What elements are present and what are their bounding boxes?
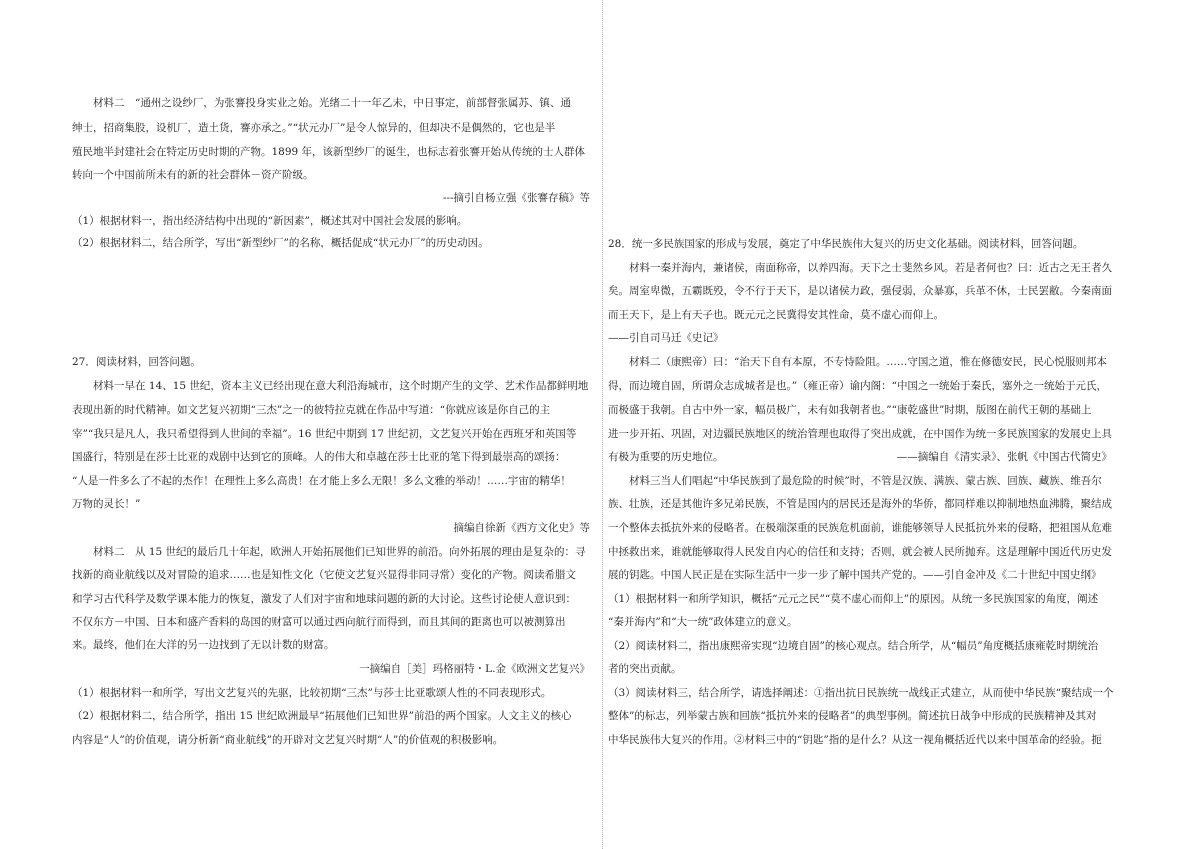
text-line: 展的钥匙。中国人民正是在实际生活中一步一步了解中国共产党的。——引自金冲及《二十世纪中国史纲》 <box>608 569 1102 581</box>
source-citation: 一摘编自［美］玛格丽特・L.金《欧洲文艺复兴》 <box>359 663 590 675</box>
question-line: 整体”的标志，列举蒙古族和回族“抵抗外来的侵略者”的典型事例。简述抗日战争中形成的民族精神及其对 <box>608 710 1097 722</box>
text-line: 中拯救出来，谁就能够取得人民发自内心的信任和支持；否则，就会被人民所抛弃。这是理解中国近代历史发 <box>608 546 1112 558</box>
question-line: （3）阅读材料三，结合所学，请选择阐述：①指出抗日民族统一战线正式建立，从而使中华民族“聚结成一个 <box>608 687 1114 699</box>
text-line: 进一步开拓、巩固，对边疆民族地区的统治管理也取得了突出成就，在中国作为统一多民族国家的发展史上具 <box>608 428 1112 440</box>
text-line: 材料三当人们唱起“中华民族到了最危险的时候”时，不管是汉族、满族、蒙古族、回族、藏族、维吾尔 <box>608 475 1102 487</box>
source-citation: 摘编自徐新《西方文化史》等 <box>453 522 590 534</box>
source-citation: ——引自司马迁《史记》 <box>608 332 724 344</box>
question-line: （1）根据材料一和所学知识，概括“元元之民”“莫不虚心而仰上”的原因。从统一多民族国家的角度，阐述 <box>608 593 1099 605</box>
text-line: 表现出新的时代精神。如文艺复兴初期“三杰”之一的彼特拉克就在作品中写道：“你就应该是你自己的主 <box>72 404 551 416</box>
question-line: （1）根据材料一和所学，写出文艺复兴的先驱，比较初期“三杰”与莎士比亚歌颂人性的不同表现形式。 <box>72 687 552 699</box>
question-heading: 28．统一多民族国家的形成与发展，奠定了中华民族伟大复兴的历史文化基础。阅读材料，回答问题。 <box>608 238 1084 250</box>
question-line: 内容是“人”的价值观，请分析新“商业航线”的开辟对文艺复兴时期“人”的价值观的积极影响。 <box>72 734 504 746</box>
text-line: 找新的商业航线以及对冒险的追求……也是知性文化（它使文艺复兴显得非同寻常）变化的产物。阅读希腊文 <box>72 569 576 581</box>
text-line: 而极盛于我朝。自古中外一家，幅员极广，未有如我朝者也。”“康乾盛世”时期，版图在前代王朝的基础上 <box>608 404 1092 416</box>
text-line: 得，而边境自固，所谓众志成城者是也。”（雍正帝）谕内阁：“中国之一统始于秦氏，塞外之一统始于元氏， <box>608 380 1107 392</box>
text-line: 转向一个中国前所未有的新的社会群体－资产阶级。 <box>72 169 314 181</box>
text-line: 一个整体去抵抗外来的侵略者。在极端深重的民族危机面前，谁能够领导人民抵抗外来的侵略，把祖国从危难 <box>608 522 1112 534</box>
text-line: 有极为重要的历史地位。 ——摘编自《清实录》、张帆《中国古代简史》 <box>608 451 1112 463</box>
text-line: 材料一秦并海内，兼诸侯，南面称帝，以养四海。天下之士斐然乡风。若是者何也？曰：近古之无王者久 <box>608 262 1112 274</box>
text-line: 材料二 从 15 世纪的最后几十年起，欧洲人开始拓展他们已知世界的前沿。向外拓展的理由是复杂的：寻 <box>72 546 586 558</box>
text-line: 族、壮族，还是其他许多兄弟民族，不管是国内的居民还是海外的华侨，都同样难以抑制地热血沸腾，聚结成 <box>608 498 1112 510</box>
text-line: 宰”“我只是凡人，我只希望得到人世间的幸福”。16 世纪中期到 17 世纪初，文艺复兴开始在西班牙和英国等 <box>72 428 577 440</box>
text-line: 绅士，招商集股，设机厂，造土货，謇亦承之。”“状元办厂”是令人惊异的，但却决不是偶然的，它也是半 <box>72 122 556 134</box>
page-divider <box>602 0 603 849</box>
question-heading: 27．阅读材料，回答问题。 <box>72 356 201 368</box>
text-line: 来。最终，他们在大洋的另一边找到了无以计数的财富。 <box>72 639 335 651</box>
text-line: 而王天下，是上有天子也。既元元之民冀得安其性命，莫不虚心而仰上。 <box>608 309 944 321</box>
text-line: 和学习古代科学及数学课本能力的恢复，激发了人们对宇宙和地球问题的新的大讨论。这些讨论使人意识到： <box>72 593 576 605</box>
text-line: “人是一件多么了不起的杰作！在理性上多么高贵！在才能上多么无限！多么文雅的举动！……宇宙的精华！ <box>72 475 571 487</box>
question-line: （2）根据材料二，结合所学，写出“新型纱厂”的名称，概括促成“状元办厂”的历史动因。 <box>72 237 489 249</box>
text-line: 材料二（康熙帝）曰：“治天下自有本原，不专恃险阻。……守国之道，惟在修德安民，民心悦服则邦本 <box>608 356 1107 368</box>
text-line: 矣。周室卑微，五霸既殁，令不行于天下，是以诸侯力政，强侵弱，众暴寡，兵革不休，士民罢敝。今秦南面 <box>608 285 1112 297</box>
question-line: （1）根据材料一，指出经济结构中出现的“新因素”，概述其对中国社会发展的影响。 <box>72 215 468 227</box>
text-line: 材料一早在 14、15 世纪，资本主义已经出现在意大利沿海城市，这个时期产生的文学、艺术作品都鲜明地 <box>72 380 589 392</box>
source-citation: ---摘引自杨立强《张謇存稿》等 <box>442 192 590 204</box>
text-line: 材料二 “通州之设纱厂，为张謇投身实业之始。光绪二十一年乙未，中日事定，前部督张属苏、镇、通 <box>72 97 571 109</box>
question-line: 中华民族伟大复兴的作用。②材料三中的“钥匙”指的是什么？从这一视角概括近代以来中国革命的经验。扼 <box>608 734 1102 746</box>
text-line: 万物的灵长！” <box>72 498 141 510</box>
question-line: （2）阅读材料二，指出康熙帝实现“边境自固”的核心观点。结合所学，从“幅员”角度概括康雍乾时期统治 <box>608 640 1099 652</box>
question-line: 者的突出贡献。 <box>608 663 682 675</box>
text-line: 不仅东方－中国、日本和盛产香料的岛国的财富可以通过西向航行而得到，而且其间的距离也可以被测算出 <box>72 616 566 628</box>
question-line: “秦并海内”和“大一统”政体建立的意义。 <box>608 616 798 628</box>
text-line: 殖民地半封建社会在特定历史时期的产物。1899 年，该新型纱厂的诞生，也标志着张謇开始从传统的士人群体 <box>72 146 586 158</box>
question-line: （2）根据材料二，结合所学，指出 15 世纪欧洲最早“拓展他们已知世界”前沿的两个国家。人文主义的核心 <box>72 710 572 722</box>
text-line: 国盛行，特别是在莎士比亚的戏剧中达到它的顶峰。人的伟大和卓越在莎士比亚的笔下得到最崇高的颂扬： <box>72 451 566 463</box>
